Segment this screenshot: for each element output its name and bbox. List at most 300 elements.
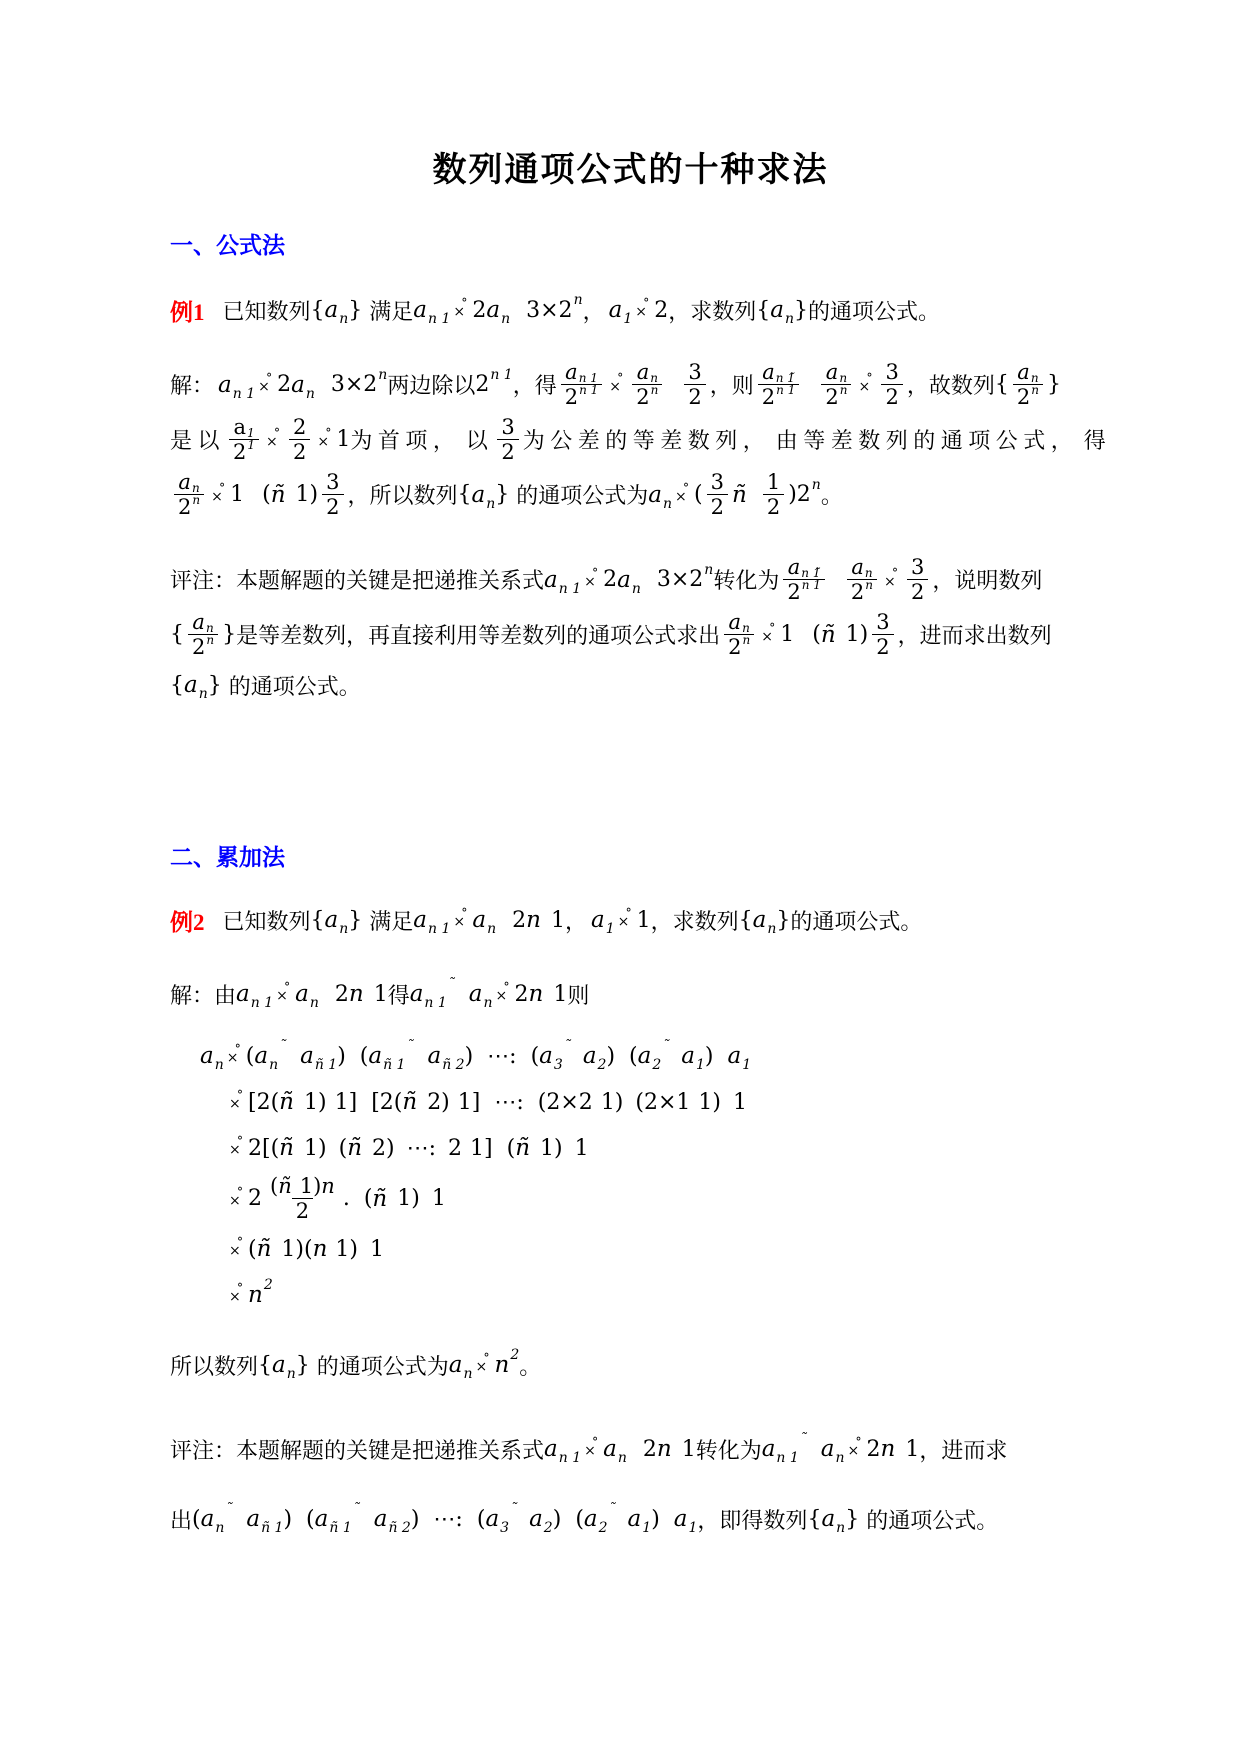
math-line [170,1429,1091,1469]
fraction-numerator [758,360,799,384]
text-run: a [681,1043,695,1069]
spacing [563,1148,575,1149]
text-run: a [472,907,487,933]
fraction [188,610,218,659]
math-line [170,470,1091,519]
text-run: n [835,1450,845,1466]
spacing [413,1056,427,1057]
text-run: ˜ [406,1038,414,1054]
equals-base-glyph: × [226,1050,239,1066]
equals-ring-glyph: ° [683,480,690,495]
text-run: a [825,360,839,384]
text-run: a [200,1043,214,1069]
fraction-denominator [632,384,662,409]
equals-ring-glyph: ° [274,425,281,440]
text-run: 2 [248,1186,262,1211]
equals-ring-glyph: ° [234,1042,241,1056]
corrupted-equals-symbol [674,482,692,508]
fraction-denominator [289,439,310,464]
example-1-statement [170,290,1091,330]
text-run: ( [530,1043,540,1069]
text-run: ñ 2 [442,1057,465,1073]
spacing [395,1148,407,1149]
text-run: 1] [457,1089,481,1115]
text-run: 2 [761,385,776,409]
text-run: n [742,621,750,635]
text-run: ˜ [662,1038,670,1054]
fraction-denominator [322,494,343,519]
text-run: n [192,493,201,507]
text-run: n [784,311,795,327]
text-run: 3 [501,415,515,439]
text-run: 2 [448,1135,463,1161]
text-run: ，进而求 [919,1437,1008,1463]
text-run: 2 [728,635,742,659]
text-run: 3 [500,1520,510,1536]
text-run: a [565,360,578,384]
text-run: ) [337,1043,346,1069]
math-line [170,610,1091,659]
equals-ring-glyph: ° [266,370,273,385]
spacing [362,1148,372,1149]
text-run: 2 [501,440,515,464]
section-1-heading: 一、公式法 [170,233,285,258]
equals-ring-glyph: ° [325,425,332,440]
fraction-numerator [229,415,258,439]
equals-ring-glyph: ° [237,1235,243,1249]
text-run: a [291,371,305,398]
math-line [170,900,1091,940]
math-line [170,1174,1091,1223]
text-run: n [573,292,583,308]
text-run: ) [410,1506,420,1532]
spacing [517,1056,531,1057]
text-run: 1)( [281,1236,313,1262]
spacing [571,1056,583,1057]
text-run: 1 [247,438,256,452]
text-run: 2 [293,415,307,439]
text-run: n [1030,371,1039,385]
text-run: a [761,1436,776,1462]
fraction-numerator [289,415,310,439]
text-run: 2 [876,635,890,659]
text-run: 3 [710,470,724,494]
equals-base-glyph: × [276,988,288,1004]
spacing [271,1249,281,1250]
corrupted-equals-symbol [583,1436,601,1462]
spacing [364,994,374,995]
text-run: 。 [519,1353,542,1379]
fraction [763,470,784,519]
text-run: ˜ [225,1501,233,1517]
spacing [360,1519,374,1520]
text-run: a [544,1436,558,1462]
text-run: ，故数列 [906,373,995,398]
text-run: n [269,1057,279,1073]
fraction [907,555,928,604]
fraction-numerator [266,1174,339,1198]
text-run: n [339,311,349,327]
equals-base-glyph: × [229,1289,241,1305]
fraction-denominator [763,494,784,519]
math-line [170,1499,1091,1539]
text-run: 2 [293,440,307,464]
equals-ring-glyph: ° [592,565,599,580]
text-run: ，得 [512,373,557,398]
text-run: 1) [600,1089,624,1115]
equals-ring-glyph: ° [237,1184,243,1199]
text-run: n [704,561,714,578]
text-run: n 1 [558,580,582,597]
text-run: 2 [1016,385,1031,409]
example-label: 例1 [170,299,205,325]
text-run: 2 [514,981,529,1007]
equals-base-glyph: × [584,573,596,590]
fraction-numerator [707,470,728,494]
text-run: a [218,371,232,398]
fraction-denominator [497,439,518,464]
equals-base-glyph: × [635,304,647,320]
section-2-heading: 二、累加法 [170,845,285,870]
text-run: a [413,907,427,933]
text-run: 1 [431,1186,446,1211]
text-run: ， [582,298,605,324]
text-run: a [590,907,605,933]
text-run: a [787,555,801,579]
text-run: ，即得数列 [697,1507,808,1533]
fraction-numerator [784,555,825,579]
fraction-numerator [872,610,893,634]
text-run: 1) [304,1089,327,1115]
text-run: 1) [397,1186,420,1211]
spacing [244,494,262,495]
fraction [724,610,754,659]
fraction [229,415,259,464]
text-run: } [207,672,229,698]
text-run: ( [262,482,271,507]
fraction-numerator [561,360,602,384]
text-run: a [636,360,650,384]
text-run: 1) [845,622,869,647]
text-run: a [851,555,864,579]
spacing [419,1519,433,1520]
example-2-remark [170,1429,1091,1539]
text-run: 3 [553,1057,563,1073]
text-run: ⋯: [406,1135,437,1161]
text-run: ⋯: [494,1089,524,1115]
text-run: a [728,610,742,634]
corrupted-equals-symbol [226,1043,244,1069]
text-run: n [483,995,493,1011]
corrupted-equals-symbol [265,427,283,453]
fraction-denominator [1013,384,1043,409]
text-run: n [839,371,848,385]
equals-base-glyph: × [495,988,508,1004]
text-run: 的通项公式。 [866,1507,999,1533]
text-run: ( [476,1506,486,1532]
text-run: n [767,921,777,937]
text-run: n 1 [558,1450,582,1466]
fraction-denominator [724,634,754,659]
text-run: n [321,1174,335,1198]
text-run: ) [651,1506,660,1532]
text-run: n 1 [801,578,821,592]
text-run: n [191,481,200,495]
math-line [170,974,1091,1014]
text-run: 3 [876,610,890,634]
spacing [493,1148,507,1149]
text-run: n [864,566,873,580]
equals-base-glyph: × [761,628,773,645]
text-run: a [200,1506,215,1532]
fraction [632,360,662,409]
text-run: n [305,385,315,402]
equals-ring-glyph: ° [219,480,226,495]
spacing [473,1056,487,1057]
equals-ring-glyph: ° [625,906,632,920]
text-run: n [501,311,511,327]
text-run: n [214,1057,224,1073]
corrupted-equals-symbol [583,567,601,593]
fraction [707,470,728,519]
spacing [517,1519,529,1520]
text-run: a [468,981,483,1007]
text-run: 2 [233,440,247,464]
text-run: 的通项公式为 [516,483,649,508]
spacing [327,1102,335,1103]
text-run: 2 [475,372,490,397]
equals-ring-glyph: ° [769,620,776,635]
text-run: 1) [335,1236,359,1262]
text-run: n [348,981,364,1007]
fraction [266,1174,339,1223]
text-run: n 1 [424,995,447,1011]
text-run: n [742,633,751,647]
example-2-statement [170,900,1091,940]
text-run: 。 [820,483,843,508]
equals-base-glyph: × [453,914,466,930]
spacing [530,1148,540,1149]
document-body [170,227,1106,1539]
math-line [170,1229,1091,1269]
text-run: 2 [825,385,839,409]
text-run: a [324,907,339,933]
text-run: 2 [652,1057,662,1073]
text-run: 3 [885,360,899,384]
spacing [319,994,335,995]
text-run: a [727,1043,742,1069]
spacing [829,579,843,580]
fraction-denominator [188,634,218,659]
spacer [170,946,1091,974]
text-run: 2 [543,1520,553,1536]
text-run: a [324,297,339,323]
equals-base-glyph: × [675,488,687,505]
spacer [170,260,1091,290]
corrupted-equals-symbol [452,907,470,933]
text-run: n 1 [776,1450,799,1466]
text-run: ñ [279,1135,294,1161]
text-run: { [310,297,325,323]
text-run: a [236,981,250,1007]
spacing [807,1449,821,1450]
text-run: 2 [654,297,669,323]
text-run: 为 首 项 ， 以 [350,428,494,453]
fraction [881,360,902,409]
text-run: { [756,297,771,323]
text-run: n [656,1436,672,1462]
text-run: n 1 [232,385,256,402]
text-run: 已知数列 [222,298,311,324]
spacing [747,494,759,495]
spacing [315,384,331,385]
math-line [170,1345,1091,1385]
corrupted-equals-symbol [228,1089,246,1115]
text-run: 1] [334,1089,358,1115]
equals-ring-glyph: ° [284,980,291,994]
fraction-numerator [907,555,928,579]
example-2-derivation [170,1036,1091,1315]
text-run: 1 [636,907,651,933]
text-run: 1) [295,482,319,507]
text-run: ( [192,1506,201,1532]
spacing [417,1102,427,1103]
spacing [294,1102,304,1103]
text-run: n [198,686,208,702]
text-run: a [752,907,767,933]
text-run: 1 [742,1057,752,1073]
text-run: a [192,610,205,634]
fraction-numerator [188,610,217,634]
text-run: n [378,366,388,383]
corrupted-equals-symbol [634,297,652,323]
corrupted-equals-symbol [452,297,470,323]
text-run: n [486,495,496,512]
equals-base-glyph: × [266,433,278,450]
fraction [783,555,825,604]
spacing [714,1056,728,1057]
equals-ring-glyph: ° [617,370,624,385]
text-run: 所以数列 [170,1353,259,1379]
corrupted-equals-symbol [275,981,293,1007]
text-run: ñ 1 [329,1520,352,1536]
spacing [292,1186,300,1187]
text-run: } [348,907,370,933]
fraction-denominator [907,579,928,604]
text-run: a [272,1352,286,1378]
text-run: 2 [642,1436,657,1462]
text-run: 2) [372,1135,395,1161]
corrupted-equals-symbol [228,1186,246,1212]
text-run: 2 [850,580,865,604]
text-run: ，求数列 [668,298,757,324]
text-run: n 1̃ [801,566,821,580]
text-run: ( [812,622,821,647]
fraction-denominator [292,1198,313,1223]
text-run: 的通项公式为 [316,1353,449,1379]
corrupted-equals-symbol [316,427,334,453]
spacing [616,1519,628,1520]
spacing [543,994,553,995]
text-run: ，则 [709,373,754,398]
text-run: ñ [820,621,836,648]
fraction [684,360,705,409]
text-run: n [248,1282,263,1308]
text-run: a [246,1506,261,1532]
text-run: ñ [732,481,747,508]
spacing [623,1102,635,1103]
fraction-numerator [1013,360,1042,384]
spacer [170,1020,1091,1036]
text-run: 3×2 [526,297,573,323]
math-line [170,360,1091,409]
fraction-denominator [881,384,902,409]
text-run: n [463,1366,473,1382]
spacing [524,1102,538,1103]
spacing [387,1198,397,1199]
text-run: 3 [326,470,340,494]
text-run: n [631,580,641,597]
text-run: ( [338,1135,348,1161]
text-run: 1 [780,622,795,647]
fraction-numerator [725,610,754,634]
equals-ring-glyph: ° [237,1088,243,1102]
text-run: ，求数列 [650,908,739,934]
fraction-denominator [847,579,877,604]
fraction-numerator [684,360,705,384]
text-run: 2 [911,580,925,604]
spacing [496,920,512,921]
text-run: 2 [564,385,579,409]
text-run: 1 [688,1520,698,1536]
spacing [666,384,680,385]
spacing [357,1102,371,1103]
text-run: 2 [334,981,349,1007]
text-run: } [295,1352,317,1378]
text-run: 的通项公式。 [228,673,361,699]
text-run: a [471,481,486,508]
text-run: 2 [178,495,192,519]
text-run: 2 [866,1436,881,1462]
text-run: 满足 [369,298,414,324]
text-run: n [526,907,541,933]
corrupted-equals-symbol [257,372,275,398]
text-run: n 1 [579,383,599,397]
text-run: ( [629,1043,638,1069]
math-line [170,1275,1091,1315]
text-run: 1] [470,1135,493,1161]
spacing [803,384,817,385]
text-run: 2) [427,1089,450,1115]
text-run: } [222,622,237,647]
text-run: 2 [277,372,292,397]
text-run: 1 [696,1057,705,1073]
text-run: ˜ [352,1501,360,1517]
text-run: )2 [788,482,811,507]
text-run: 已知数列 [222,908,311,934]
text-run: ⋯: [487,1043,517,1069]
text-run: n 1 [490,366,513,383]
text-run: { [258,1352,273,1378]
spacing [346,1056,360,1057]
spacing [672,1449,682,1450]
text-run: 2 [510,1347,520,1363]
example-1-remark [170,555,1091,705]
text-run: ñ [270,481,286,508]
text-run: 2 [787,580,801,604]
equals-ring-glyph: ° [643,296,650,310]
text-run: 是等差数列，再直接利用等差数列的通项公式求出 [236,623,721,648]
